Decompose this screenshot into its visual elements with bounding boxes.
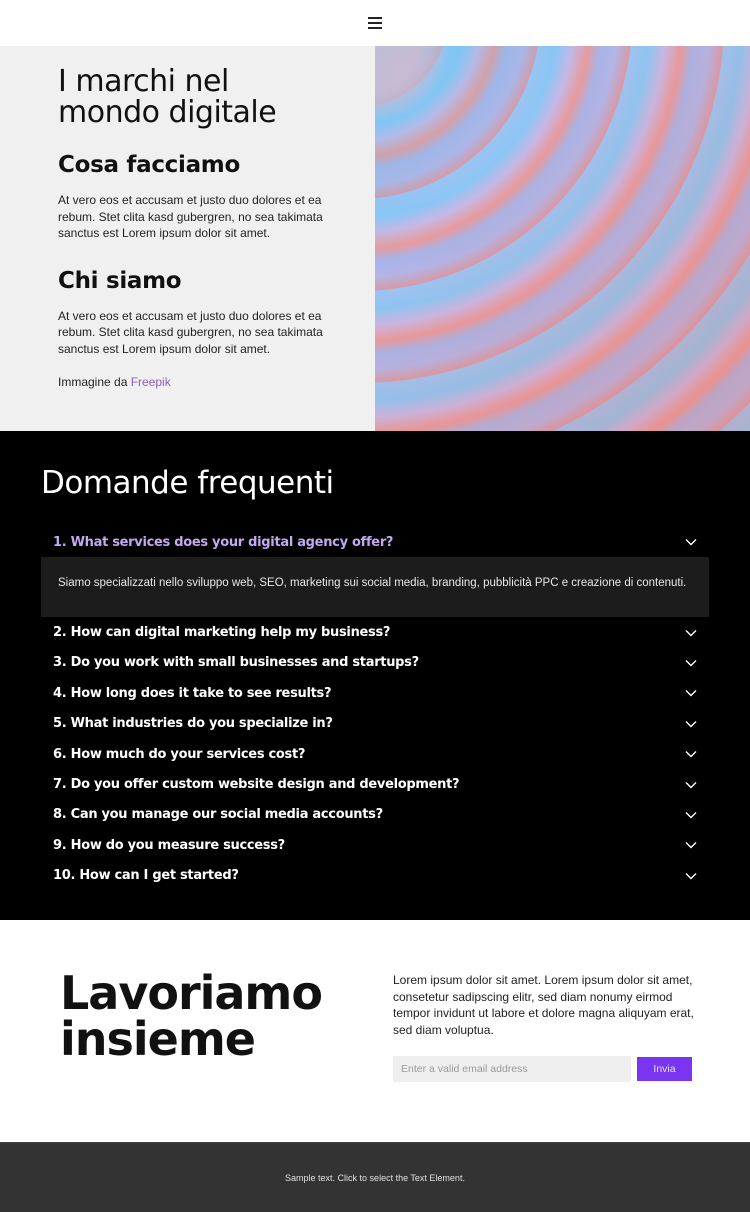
- chevron-down-icon: [685, 841, 697, 849]
- chevron-down-icon: [685, 781, 697, 789]
- hamburger-line: [368, 17, 382, 19]
- faq-item-2[interactable]: [41, 617, 709, 647]
- faq-item-3[interactable]: [41, 648, 709, 678]
- hamburger-line: [368, 27, 382, 29]
- faq-item-7[interactable]: [41, 769, 709, 799]
- cta-section: [0, 920, 750, 1142]
- chevron-down-icon: [685, 538, 697, 546]
- hero-image: [375, 46, 750, 431]
- faq-question: 7. Do you offer custom website design and development?: [53, 777, 460, 793]
- faq-item-6[interactable]: [41, 739, 709, 769]
- chevron-down-icon: [685, 659, 697, 667]
- faq-question: 3. Do you work with small businesses and startups?: [53, 655, 419, 671]
- faq-item-1[interactable]: [41, 527, 709, 557]
- faq-item-8[interactable]: [41, 800, 709, 830]
- faq-item-10[interactable]: [41, 861, 709, 891]
- chevron-down-icon: [685, 872, 697, 880]
- hero-text-panel: [0, 46, 375, 431]
- cta-title-line-2: insieme: [60, 1012, 255, 1066]
- section-heading-what-we-do: Cosa facciamo: [58, 152, 240, 178]
- chevron-down-icon: [685, 720, 697, 728]
- chevron-down-icon: [685, 689, 697, 697]
- freepik-link[interactable]: Freepik: [130, 375, 171, 389]
- site-footer: [0, 1142, 750, 1212]
- email-input[interactable]: [393, 1056, 631, 1082]
- faq-question: 5. What industries do you specialize in?: [53, 716, 333, 732]
- faq-answer: Siamo specializzati nello sviluppo web, SEO, marketing sui social media, branding, pubblicità PPC e creazione di contenuti.: [58, 577, 687, 590]
- faq-question: 8. Can you manage our social media accounts?: [53, 807, 383, 823]
- hamburger-line: [368, 22, 382, 24]
- faq-question: 10. How can I get started?: [53, 868, 239, 884]
- chevron-down-icon: [685, 750, 697, 758]
- newsletter-form: [393, 1056, 700, 1082]
- faq-question: 4. How long does it take to see results?: [53, 685, 332, 701]
- cta-form-panel: [375, 920, 750, 1142]
- faq-item-9[interactable]: [41, 830, 709, 860]
- faq-section: [0, 431, 750, 920]
- section-heading-about-us: Chi siamo: [58, 267, 182, 294]
- footer-text[interactable]: Sample text. Click to select the Text Element.: [285, 1172, 465, 1183]
- cta-title: [60, 966, 375, 1066]
- faq-question: 1. What services does your digital agency offer?: [53, 534, 394, 550]
- submit-button[interactable]: Invia: [637, 1057, 692, 1081]
- cta-body: Lorem ipsum dolor sit amet. Lorem ipsum dolor sit amet, consetetur sadipscing elitr, sed diam nonumy eirmod tempor invidunt ut labore et dolore magna aliquyam erat, sed diam voluptua.: [393, 973, 694, 1037]
- cta-title-line-1: Lavoriamo: [60, 966, 322, 1020]
- faq-accordion: [41, 527, 709, 891]
- faq-item-4[interactable]: [41, 678, 709, 708]
- image-credit: [58, 375, 355, 389]
- credit-prefix: Immagine da: [58, 375, 131, 389]
- hero-title: I marchi nel mondo digitale: [58, 64, 277, 130]
- section-body-what-we-do: At vero eos et accusam et justo duo dolores et ea rebum. Stet clita kasd gubergren, no sea takimata sanctus est Lorem ipsum dolor sit amet.: [58, 193, 323, 240]
- faq-answer-panel: [41, 557, 709, 617]
- faq-question: 2. How can digital marketing help my business?: [53, 625, 391, 641]
- chevron-down-icon: [685, 811, 697, 819]
- hero-section: [0, 46, 750, 431]
- site-header: [0, 0, 750, 46]
- faq-title: Domande frequenti: [41, 465, 334, 501]
- chevron-down-icon: [685, 629, 697, 637]
- cta-heading-panel: [0, 920, 375, 1142]
- faq-question: 6. How much do your services cost?: [53, 746, 306, 762]
- hamburger-menu-icon[interactable]: [368, 17, 382, 29]
- faq-item-5[interactable]: [41, 709, 709, 739]
- faq-question: 9. How do you measure success?: [53, 837, 285, 853]
- section-body-about-us: At vero eos et accusam et justo duo dolores et ea rebum. Stet clita kasd gubergren, no sea takimata sanctus est Lorem ipsum dolor sit amet.: [58, 308, 323, 356]
